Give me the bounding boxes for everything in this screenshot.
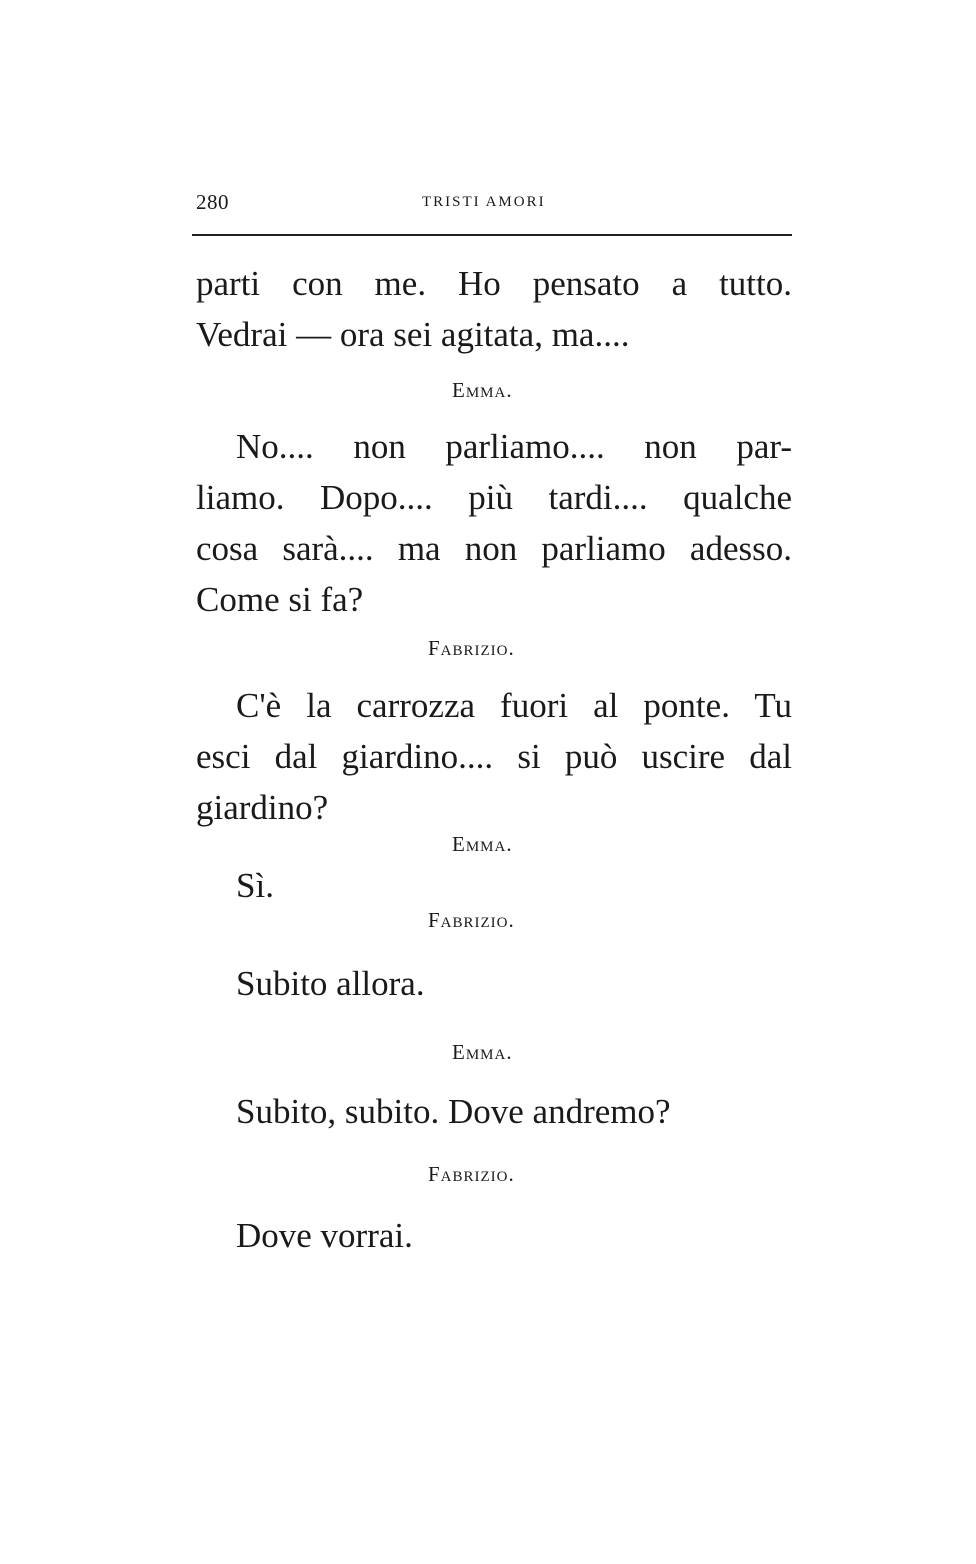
speaker-label: Emma. bbox=[452, 832, 513, 856]
speaker-label: Fabrizio. bbox=[428, 1162, 515, 1186]
text-line: giardino? bbox=[196, 788, 329, 827]
dialogue-paragraph bbox=[196, 421, 792, 625]
speaker-label: Emma. bbox=[452, 378, 513, 402]
page-number: 280 bbox=[196, 190, 229, 214]
text-line: Come si fa? bbox=[196, 580, 364, 619]
running-title: TRISTI AMORI bbox=[422, 194, 546, 210]
page-header bbox=[196, 186, 792, 220]
speaker-label: Emma. bbox=[452, 1040, 513, 1064]
speaker-label: Fabrizio. bbox=[428, 636, 515, 660]
text-line: cosa sarà.... ma non parliamo adesso. bbox=[196, 529, 792, 568]
text-line: Vedrai — ora sei agitata, ma.... bbox=[196, 315, 630, 354]
dialogue-line: Subito allora. bbox=[236, 964, 425, 1003]
text-line: parti con me. Ho pensato a tutto. bbox=[196, 264, 792, 303]
text-line: No.... non parliamo.... non par- bbox=[236, 427, 792, 466]
dialogue-line: Dove vorrai. bbox=[236, 1216, 413, 1255]
text-line: C'è la carrozza fuori al ponte. Tu bbox=[236, 686, 792, 725]
speaker-label: Fabrizio. bbox=[428, 908, 515, 932]
dialogue-line: Subito, subito. Dove andremo? bbox=[236, 1092, 671, 1131]
dialogue-line: Sì. bbox=[236, 866, 274, 905]
text-line: esci dal giardino.... si può uscire dal bbox=[196, 737, 792, 776]
header-rule bbox=[192, 234, 792, 236]
dialogue-paragraph bbox=[196, 680, 792, 833]
text-line: liamo. Dopo.... più tardi.... qualche bbox=[196, 478, 792, 517]
paragraph-continuation bbox=[196, 258, 792, 360]
